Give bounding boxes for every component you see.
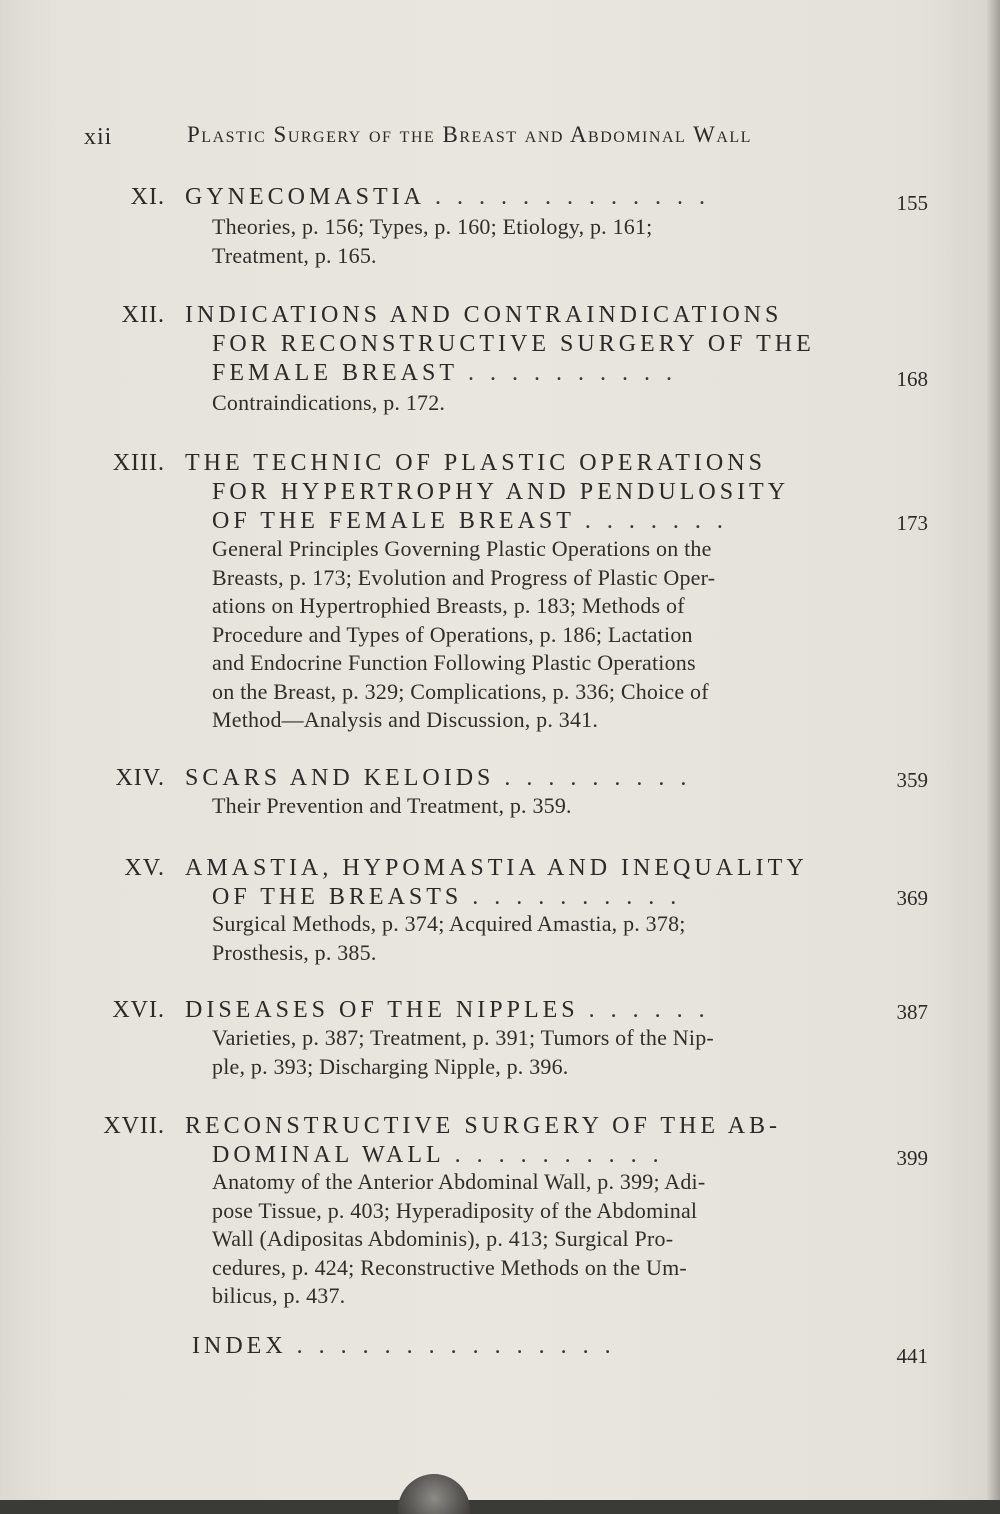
chapter-title-line: RECONSTRUCTIVE SURGERY OF THE AB- <box>185 1113 782 1139</box>
description-line: cedures, p. 424; Reconstructive Methods on the Um- <box>212 1254 687 1280</box>
description-line: General Principles Governing Plastic Operations on the <box>212 536 712 561</box>
chapter-page-number: 399 <box>896 1146 928 1170</box>
chapter-title-line: FEMALE BREAST <box>212 360 459 386</box>
chapter-description <box>212 389 852 418</box>
chapter-page-number: 173 <box>896 511 928 535</box>
chapter-title <box>185 301 895 388</box>
description-line: ple, p. 393; Discharging Nipple, p. 396. <box>212 1053 569 1079</box>
chapter-page-number: 387 <box>896 1000 928 1024</box>
chapter-numeral: XV. <box>124 855 165 881</box>
running-title: Plastic Surgery of the Breast and Abdominal Wall <box>187 122 752 147</box>
description-line: Wall (Adipositas Abdominis), p. 413; Surgical Pro- <box>212 1226 674 1251</box>
chapter-title <box>185 449 895 536</box>
leader-dots: .......... <box>472 884 693 910</box>
page-folio: xii <box>84 124 113 150</box>
description-line: Prosthesis, p. 385. <box>212 939 377 965</box>
description-line: Breasts, p. 173; Evolution and Progress of Plastic Oper- <box>212 564 716 590</box>
description-line: Theories, p. 156; Types, p. 160; Etiology, p. 161; <box>212 214 653 239</box>
description-line: and Endocrine Function Following Plastic Operations <box>212 650 696 675</box>
leader-dots: ............. <box>435 184 721 210</box>
chapter-title <box>185 1112 895 1170</box>
chapter-title-line: DISEASES OF THE NIPPLES <box>185 997 579 1023</box>
chapter-title-line: DOMINAL WALL <box>212 1142 445 1168</box>
chapter-title-line: OF THE BREASTS <box>212 884 463 910</box>
leader-dots: .......... <box>454 1142 675 1168</box>
chapter-numeral: XIII. <box>112 450 165 476</box>
chapter-title <box>185 183 895 212</box>
chapter-description <box>212 1168 852 1311</box>
chapter-description <box>212 792 852 821</box>
chapter-title-line: AMASTIA, HYPOMASTIA AND INEQUALITY <box>185 855 808 881</box>
leader-dots: ............... <box>296 1333 627 1359</box>
binder-ring <box>398 1474 470 1514</box>
description-line: Contraindications, p. 172. <box>212 390 446 415</box>
chapter-title-line: OF THE FEMALE BREAST <box>212 508 575 534</box>
chapter-description <box>212 1024 852 1081</box>
chapter-description <box>212 213 852 270</box>
chapter-numeral: XII. <box>121 302 165 328</box>
chapter-title-line: THE TECHNIC OF PLASTIC OPERATIONS <box>185 450 766 476</box>
description-line: pose Tissue, p. 403; Hyperadiposity of the Abdominal <box>212 1197 698 1223</box>
chapter-title <box>185 764 895 793</box>
chapter-title <box>185 854 895 912</box>
chapter-description <box>212 535 852 735</box>
chapter-title <box>185 996 895 1025</box>
chapter-title-line: INDICATIONS AND CONTRAINDICATIONS <box>185 302 783 328</box>
leader-dots: .......... <box>468 360 689 386</box>
chapter-page-number: 369 <box>896 886 928 910</box>
chapter-numeral: XIV. <box>115 765 165 791</box>
chapter-numeral: XVII. <box>103 1113 165 1139</box>
description-line: Procedure and Types of Operations, p. 186; Lactation <box>212 621 693 647</box>
chapter-page-number: 168 <box>896 367 928 391</box>
chapter-title-line: FOR RECONSTRUCTIVE SURGERY OF THE <box>212 331 815 357</box>
chapter-page-number: 155 <box>896 191 928 215</box>
description-line: Anatomy of the Anterior Abdominal Wall, p. 399; Adi- <box>212 1169 706 1194</box>
index-page-number: 441 <box>896 1344 928 1368</box>
description-line: Their Prevention and Treatment, p. 359. <box>212 793 572 818</box>
description-line: Surgical Methods, p. 374; Acquired Amastia, p. 378; <box>212 911 686 936</box>
description-line: Treatment, p. 165. <box>212 242 377 268</box>
chapter-title-line: SCARS AND KELOIDS <box>185 765 495 791</box>
chapter-title-line: GYNECOMASTIA <box>185 184 425 210</box>
index-title <box>192 1332 902 1361</box>
leader-dots: ...... <box>588 997 721 1023</box>
description-line: Method—Analysis and Discussion, p. 341. <box>212 707 599 732</box>
description-line: bilicus, p. 437. <box>212 1283 346 1308</box>
chapter-description <box>212 910 852 967</box>
chapter-title-line: INDEX <box>192 1333 287 1359</box>
description-line: on the Breast, p. 329; Complications, p. 336; Choice of <box>212 678 709 704</box>
description-line: Varieties, p. 387; Treatment, p. 391; Tumors of the Nip- <box>212 1025 714 1050</box>
page-edge-shadow <box>986 0 1000 1500</box>
leader-dots: ....... <box>584 508 739 534</box>
chapter-numeral: XI. <box>130 184 165 210</box>
chapter-page-number: 359 <box>896 768 928 792</box>
chapter-title-line: FOR HYPERTROPHY AND PENDULOSITY <box>212 479 790 505</box>
running-head <box>84 118 844 158</box>
description-line: ations on Hypertrophied Breasts, p. 183; Methods of <box>212 593 685 618</box>
leader-dots: ......... <box>504 765 703 791</box>
chapter-numeral: XVI. <box>112 997 165 1023</box>
